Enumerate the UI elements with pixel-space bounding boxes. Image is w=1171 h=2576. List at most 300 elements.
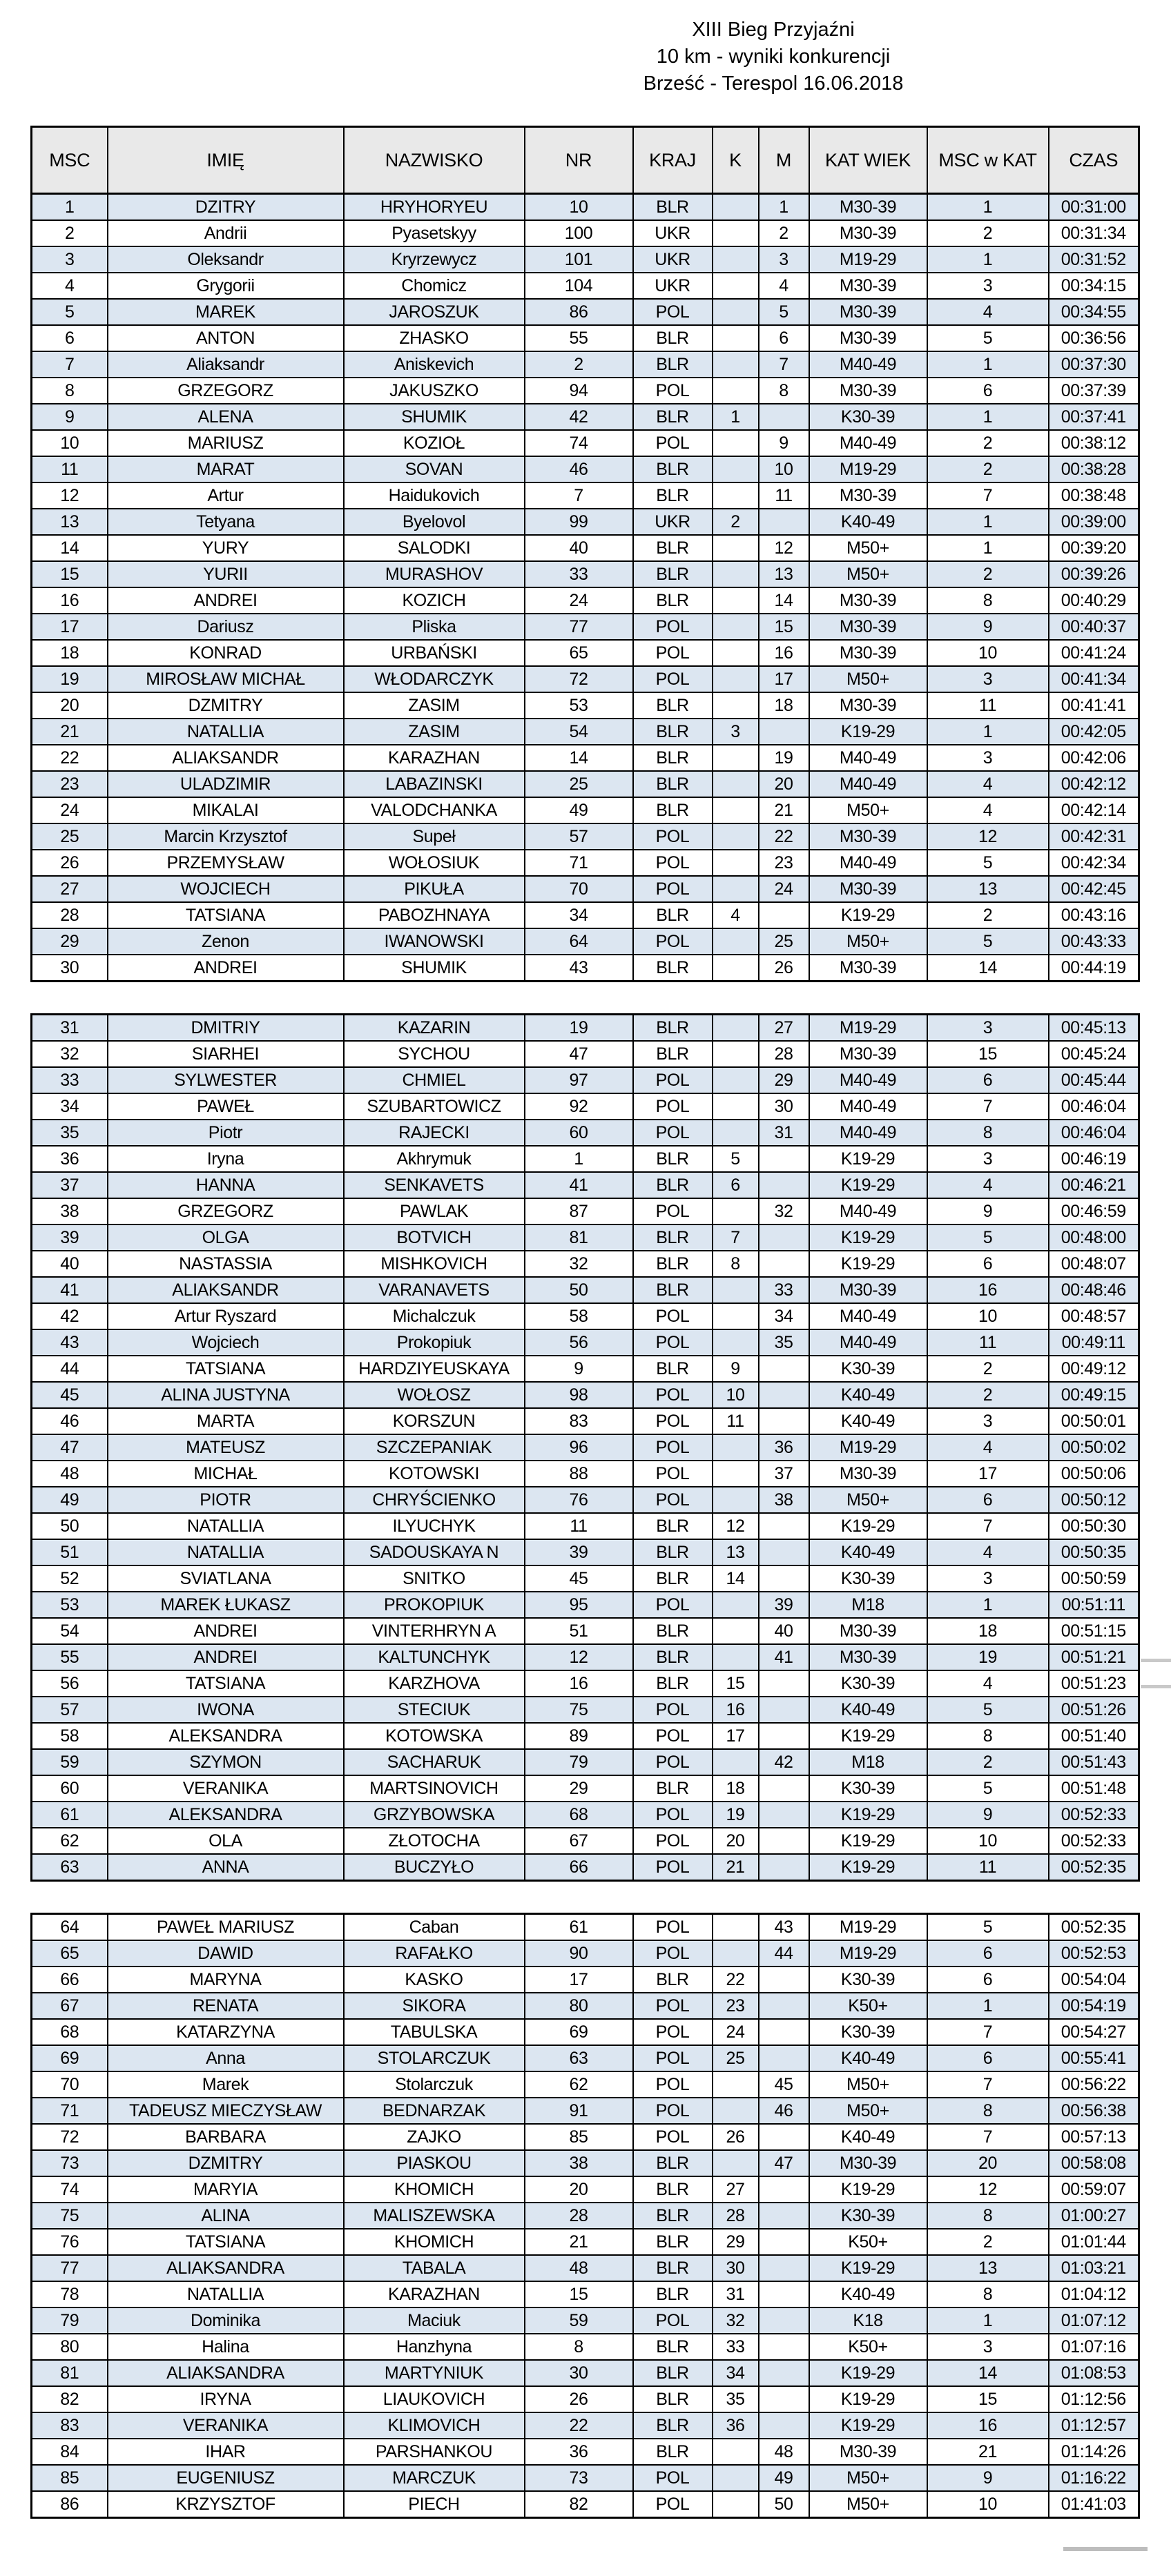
cell-msc: 18 (32, 640, 108, 666)
cell-k (713, 666, 759, 692)
cell-kat-wiek: M19-29 (809, 1940, 927, 1967)
cell-kat-wiek: K30-39 (809, 2203, 927, 2229)
cell-kraj: BLR (633, 194, 713, 221)
cell-czas: 00:34:15 (1049, 273, 1139, 299)
cell-czas: 01:01:44 (1049, 2229, 1139, 2255)
cell-imie: GRZEGORZ (108, 1198, 344, 1224)
cell-nazwisko: KOZIOŁ (344, 430, 525, 456)
table-row (32, 2203, 1139, 2229)
cell-nazwisko: Maciuk (344, 2307, 525, 2334)
cell-kraj: UKR (633, 246, 713, 273)
table-row (32, 850, 1139, 876)
cell-nazwisko: ZASIM (344, 692, 525, 719)
cell-msc: 68 (32, 2019, 108, 2045)
cell-czas: 00:52:35 (1049, 1854, 1139, 1881)
cell-nazwisko: KARAZHAN (344, 2281, 525, 2307)
cell-czas: 00:54:04 (1049, 1967, 1139, 1993)
table-row (32, 587, 1139, 614)
cell-msc-w-kat: 7 (927, 1513, 1049, 1539)
table-row (32, 2439, 1139, 2465)
cell-m (759, 404, 809, 430)
cell-imie: Halina (108, 2334, 344, 2360)
cell-nr: 43 (525, 955, 633, 982)
cell-msc: 40 (32, 1251, 108, 1277)
cell-imie: PAWEŁ (108, 1093, 344, 1120)
cell-m (759, 1775, 809, 1802)
cell-msc: 1 (32, 194, 108, 221)
cell-kraj: BLR (633, 456, 713, 482)
cell-nazwisko: KALTUNCHYK (344, 1644, 525, 1670)
cell-imie: OLGA (108, 1224, 344, 1251)
cell-kraj: BLR (633, 1539, 713, 1565)
cell-imie: IRYNA (108, 2386, 344, 2412)
cell-nr: 10 (525, 194, 633, 221)
cell-m (759, 2176, 809, 2203)
cell-czas: 00:38:12 (1049, 430, 1139, 456)
cell-kraj: BLR (633, 1967, 713, 1993)
cell-kraj: BLR (633, 2229, 713, 2255)
cell-imie: ALEKSANDRA (108, 1802, 344, 1828)
cell-nr: 65 (525, 640, 633, 666)
cell-czas: 00:43:33 (1049, 928, 1139, 955)
cell-k: 13 (713, 1539, 759, 1565)
cell-imie: Oleksandr (108, 246, 344, 273)
table-row (32, 1802, 1139, 1828)
cell-nazwisko: SOVAN (344, 456, 525, 482)
cell-m (759, 2255, 809, 2281)
cell-msc-w-kat: 1 (927, 509, 1049, 535)
cell-m: 37 (759, 1461, 809, 1487)
cell-msc-w-kat: 4 (927, 299, 1049, 325)
cell-msc-w-kat: 7 (927, 2124, 1049, 2150)
cell-imie: Aliaksandr (108, 351, 344, 378)
cell-czas: 00:48:46 (1049, 1277, 1139, 1303)
cell-kat-wiek: K19-29 (809, 1172, 927, 1198)
cell-imie: Artur Ryszard (108, 1303, 344, 1329)
cell-czas: 01:41:03 (1049, 2491, 1139, 2518)
cell-kat-wiek: M50+ (809, 535, 927, 561)
cell-msc: 72 (32, 2124, 108, 2150)
cell-czas: 01:08:53 (1049, 2360, 1139, 2386)
cell-m: 48 (759, 2439, 809, 2465)
cell-m (759, 2334, 809, 2360)
cell-k (713, 1198, 759, 1224)
cell-kat-wiek: M19-29 (809, 1434, 927, 1461)
cell-imie: DZMITRY (108, 692, 344, 719)
cell-msc: 33 (32, 1067, 108, 1093)
table-row (32, 2071, 1139, 2098)
cell-m (759, 2124, 809, 2150)
table-row (32, 1539, 1139, 1565)
cell-czas: 00:42:14 (1049, 797, 1139, 823)
cell-k: 29 (713, 2229, 759, 2255)
cell-nr: 70 (525, 876, 633, 902)
cell-imie: IWONA (108, 1697, 344, 1723)
cell-kraj: POL (633, 2019, 713, 2045)
cell-nr: 96 (525, 1434, 633, 1461)
cell-imie: WOJCIECH (108, 876, 344, 902)
table-row (32, 1015, 1139, 1042)
cell-k: 20 (713, 1828, 759, 1854)
cell-msc-w-kat: 16 (927, 2412, 1049, 2439)
cell-kraj: POL (633, 850, 713, 876)
cell-nazwisko: JAROSZUK (344, 299, 525, 325)
cell-nr: 53 (525, 692, 633, 719)
cell-imie: SZYMON (108, 1749, 344, 1775)
cell-m: 21 (759, 797, 809, 823)
header-kraj: KRAJ (633, 127, 713, 194)
cell-nazwisko: LIAUKOVICH (344, 2386, 525, 2412)
cell-nazwisko: PARSHANKOU (344, 2439, 525, 2465)
cell-czas: 00:54:27 (1049, 2019, 1139, 2045)
cell-czas: 00:40:29 (1049, 587, 1139, 614)
cell-k: 12 (713, 1513, 759, 1539)
cell-m (759, 902, 809, 928)
cell-k: 9 (713, 1356, 759, 1382)
cell-nr: 51 (525, 1618, 633, 1644)
cell-nazwisko: Hanzhyna (344, 2334, 525, 2360)
cell-czas: 00:46:04 (1049, 1093, 1139, 1120)
cell-k (713, 1120, 759, 1146)
cell-czas: 00:36:56 (1049, 325, 1139, 351)
table-row (32, 1565, 1139, 1592)
cell-nr: 45 (525, 1565, 633, 1592)
cell-m: 10 (759, 456, 809, 482)
cell-imie: TATSIANA (108, 902, 344, 928)
cell-nazwisko: WOŁOSIUK (344, 850, 525, 876)
cell-nazwisko: KAZARIN (344, 1015, 525, 1042)
table-row (32, 955, 1139, 982)
cell-czas: 00:55:41 (1049, 2045, 1139, 2071)
cell-imie: MAREK ŁUKASZ (108, 1592, 344, 1618)
cell-msc: 2 (32, 220, 108, 246)
cell-czas: 00:59:07 (1049, 2176, 1139, 2203)
header-row (32, 127, 1139, 194)
cell-kraj: BLR (633, 2412, 713, 2439)
cell-msc: 54 (32, 1618, 108, 1644)
cell-m (759, 719, 809, 745)
cell-k: 24 (713, 2019, 759, 2045)
cell-msc-w-kat: 1 (927, 1592, 1049, 1618)
cell-kraj: BLR (633, 1513, 713, 1539)
cell-msc: 22 (32, 745, 108, 771)
cell-kraj: POL (633, 2465, 713, 2491)
cell-kraj: UKR (633, 509, 713, 535)
cell-nr: 72 (525, 666, 633, 692)
cell-msc: 71 (32, 2098, 108, 2124)
cell-k (713, 876, 759, 902)
cell-msc-w-kat: 3 (927, 2334, 1049, 2360)
cell-imie: DZITRY (108, 194, 344, 221)
cell-msc: 64 (32, 1914, 108, 1941)
table-row (32, 273, 1139, 299)
cell-czas: 00:42:06 (1049, 745, 1139, 771)
cell-czas: 00:57:13 (1049, 2124, 1139, 2150)
cell-czas: 00:49:12 (1049, 1356, 1139, 1382)
cell-k (713, 955, 759, 982)
cell-imie: ANTON (108, 325, 344, 351)
cell-msc-w-kat: 14 (927, 2360, 1049, 2386)
cell-czas: 00:41:34 (1049, 666, 1139, 692)
cell-czas: 00:41:41 (1049, 692, 1139, 719)
cell-czas: 00:52:35 (1049, 1914, 1139, 1941)
cell-k: 16 (713, 1697, 759, 1723)
table-row (32, 1120, 1139, 1146)
cell-msc-w-kat: 6 (927, 1940, 1049, 1967)
cell-nr: 29 (525, 1775, 633, 1802)
cell-k: 19 (713, 1802, 759, 1828)
cell-msc-w-kat: 5 (927, 1697, 1049, 1723)
cell-imie: Anna (108, 2045, 344, 2071)
cell-nr: 87 (525, 1198, 633, 1224)
cell-k (713, 535, 759, 561)
cell-msc: 63 (32, 1854, 108, 1881)
cell-czas: 00:39:00 (1049, 509, 1139, 535)
table-row (32, 1461, 1139, 1487)
cell-kat-wiek: K19-29 (809, 1224, 927, 1251)
table-row (32, 902, 1139, 928)
table-row (32, 2019, 1139, 2045)
cell-nazwisko: MURASHOV (344, 561, 525, 587)
cell-msc: 41 (32, 1277, 108, 1303)
cell-czas: 00:31:00 (1049, 194, 1139, 221)
cell-kraj: POL (633, 2045, 713, 2071)
cell-m (759, 2281, 809, 2307)
cell-msc-w-kat: 3 (927, 1015, 1049, 1042)
cell-msc: 69 (32, 2045, 108, 2071)
cell-kraj: BLR (633, 955, 713, 982)
table-row (32, 1198, 1139, 1224)
cell-msc-w-kat: 9 (927, 1802, 1049, 1828)
cell-nazwisko: SZCZEPANIAK (344, 1434, 525, 1461)
cell-kat-wiek: M30-39 (809, 194, 927, 221)
cell-kat-wiek: M30-39 (809, 1461, 927, 1487)
cell-nazwisko: URBAŃSKI (344, 640, 525, 666)
cell-kat-wiek: K30-39 (809, 404, 927, 430)
cell-k (713, 928, 759, 955)
cell-m (759, 1697, 809, 1723)
cell-m: 38 (759, 1487, 809, 1513)
cell-k (713, 1329, 759, 1356)
cell-msc: 11 (32, 456, 108, 482)
cell-kraj: BLR (633, 2439, 713, 2465)
cell-kraj: BLR (633, 745, 713, 771)
cell-kat-wiek: M19-29 (809, 246, 927, 273)
cell-kraj: BLR (633, 561, 713, 587)
cell-nazwisko: SHUMIK (344, 955, 525, 982)
cell-kat-wiek: M40-49 (809, 850, 927, 876)
cell-k: 3 (713, 719, 759, 745)
cell-m (759, 1172, 809, 1198)
cell-msc-w-kat: 7 (927, 2019, 1049, 2045)
cell-m (759, 1723, 809, 1749)
cell-msc-w-kat: 2 (927, 561, 1049, 587)
cell-kat-wiek: M30-39 (809, 2150, 927, 2176)
cell-m (759, 1408, 809, 1434)
cell-kraj: POL (633, 1914, 713, 1941)
cell-nr: 38 (525, 2150, 633, 2176)
cell-msc-w-kat: 9 (927, 2465, 1049, 2491)
cell-nazwisko: MARTSINOVICH (344, 1775, 525, 1802)
cell-m (759, 2019, 809, 2045)
cell-msc: 43 (32, 1329, 108, 1356)
cell-imie: MATEUSZ (108, 1434, 344, 1461)
cell-nr: 83 (525, 1408, 633, 1434)
cell-k (713, 1914, 759, 1941)
cell-nazwisko: BEDNARZAK (344, 2098, 525, 2124)
table-row (32, 797, 1139, 823)
cell-kraj: POL (633, 876, 713, 902)
cell-nr: 12 (525, 1644, 633, 1670)
cell-kat-wiek: M19-29 (809, 1914, 927, 1941)
table-row (32, 2150, 1139, 2176)
cell-kat-wiek: M30-39 (809, 876, 927, 902)
cell-m (759, 1513, 809, 1539)
cell-msc: 52 (32, 1565, 108, 1592)
cell-kraj: POL (633, 430, 713, 456)
cell-msc: 20 (32, 692, 108, 719)
cell-m: 19 (759, 745, 809, 771)
cell-nazwisko: SIKORA (344, 1993, 525, 2019)
cell-kat-wiek: M19-29 (809, 1015, 927, 1042)
cell-msc-w-kat: 2 (927, 1749, 1049, 1775)
cell-k (713, 2439, 759, 2465)
cell-imie: GRZEGORZ (108, 378, 344, 404)
cell-nazwisko: SZUBARTOWICZ (344, 1093, 525, 1120)
cell-czas: 00:37:41 (1049, 404, 1139, 430)
cell-msc-w-kat: 8 (927, 2098, 1049, 2124)
cell-m: 49 (759, 2465, 809, 2491)
cell-nazwisko: SHUMIK (344, 404, 525, 430)
cell-nr: 56 (525, 1329, 633, 1356)
cell-nr: 75 (525, 1697, 633, 1723)
table-row (32, 482, 1139, 509)
cell-msc: 65 (32, 1940, 108, 1967)
cell-msc-w-kat: 20 (927, 2150, 1049, 2176)
cell-imie: ALINA JUSTYNA (108, 1382, 344, 1408)
cell-nr: 9 (525, 1356, 633, 1382)
cell-imie: Andrii (108, 220, 344, 246)
cell-nr: 60 (525, 1120, 633, 1146)
cell-czas: 00:31:52 (1049, 246, 1139, 273)
table-row (32, 2360, 1139, 2386)
cell-msc: 66 (32, 1967, 108, 1993)
cell-kat-wiek: K50+ (809, 2229, 927, 2255)
cell-kraj: BLR (633, 587, 713, 614)
cell-kat-wiek: M50+ (809, 928, 927, 955)
cell-m: 32 (759, 1198, 809, 1224)
cell-nr: 48 (525, 2255, 633, 2281)
cell-kraj: BLR (633, 1224, 713, 1251)
cell-nazwisko: Kryrzewycz (344, 246, 525, 273)
cell-czas: 00:51:26 (1049, 1697, 1139, 1723)
cell-imie: MIROSŁAW MICHAŁ (108, 666, 344, 692)
cell-nr: 62 (525, 2071, 633, 2098)
cell-kraj: BLR (633, 2386, 713, 2412)
cell-k: 35 (713, 2386, 759, 2412)
cell-kat-wiek: M40-49 (809, 1329, 927, 1356)
cell-k: 21 (713, 1854, 759, 1881)
cell-m (759, 1224, 809, 1251)
cell-msc-w-kat: 15 (927, 2386, 1049, 2412)
cell-czas: 00:39:26 (1049, 561, 1139, 587)
table-row (32, 2307, 1139, 2334)
cell-czas: 00:38:48 (1049, 482, 1139, 509)
cell-kat-wiek: K19-29 (809, 1723, 927, 1749)
table-row (32, 194, 1139, 221)
cell-kat-wiek: M30-39 (809, 2439, 927, 2465)
cell-kat-wiek: M30-39 (809, 692, 927, 719)
cell-nr: 73 (525, 2465, 633, 2491)
cell-czas: 00:46:19 (1049, 1146, 1139, 1172)
cell-msc: 74 (32, 2176, 108, 2203)
cell-kraj: BLR (633, 1146, 713, 1172)
cell-imie: Marcin Krzysztof (108, 823, 344, 850)
cell-kat-wiek: K30-39 (809, 1775, 927, 1802)
cell-kraj: BLR (633, 1356, 713, 1382)
cell-k: 30 (713, 2255, 759, 2281)
cell-kraj: POL (633, 2071, 713, 2098)
cell-k: 32 (713, 2307, 759, 2334)
cell-nazwisko: PIECH (344, 2491, 525, 2518)
cell-nazwisko: Pliska (344, 614, 525, 640)
cell-nazwisko: KLIMOVICH (344, 2412, 525, 2439)
cell-nr: 85 (525, 2124, 633, 2150)
cell-kat-wiek: M40-49 (809, 1093, 927, 1120)
cell-m: 50 (759, 2491, 809, 2518)
cell-kat-wiek: M50+ (809, 1487, 927, 1513)
cell-nazwisko: PABOZHNAYA (344, 902, 525, 928)
cell-msc: 61 (32, 1802, 108, 1828)
cell-imie: NASTASSIA (108, 1251, 344, 1277)
cell-kat-wiek: M40-49 (809, 1303, 927, 1329)
cell-kat-wiek: M30-39 (809, 587, 927, 614)
cell-imie: MARTA (108, 1408, 344, 1434)
cell-czas: 00:56:38 (1049, 2098, 1139, 2124)
cell-imie: HANNA (108, 1172, 344, 1198)
table-row (32, 1993, 1139, 2019)
cell-kraj: BLR (633, 404, 713, 430)
cell-nazwisko: KORSZUN (344, 1408, 525, 1434)
cell-czas: 00:46:21 (1049, 1172, 1139, 1198)
cell-kat-wiek: M30-39 (809, 823, 927, 850)
table-row (32, 1408, 1139, 1434)
cell-msc-w-kat: 21 (927, 2439, 1049, 2465)
cell-kraj: BLR (633, 1172, 713, 1198)
cell-kraj: BLR (633, 2176, 713, 2203)
cell-kat-wiek: M30-39 (809, 482, 927, 509)
cell-kraj: POL (633, 1120, 713, 1146)
cell-kat-wiek: M40-49 (809, 1067, 927, 1093)
cell-kat-wiek: M30-39 (809, 220, 927, 246)
cell-msc-w-kat: 1 (927, 404, 1049, 430)
cell-nazwisko: Supeł (344, 823, 525, 850)
cell-czas: 00:46:04 (1049, 1120, 1139, 1146)
table-row (32, 1041, 1139, 1067)
cell-kat-wiek: M50+ (809, 2465, 927, 2491)
cell-kat-wiek: K19-29 (809, 2386, 927, 2412)
cell-kat-wiek: K40-49 (809, 2281, 927, 2307)
cell-nazwisko: LABAZINSKI (344, 771, 525, 797)
cell-msc-w-kat: 15 (927, 1041, 1049, 1067)
cell-m: 16 (759, 640, 809, 666)
cell-nr: 69 (525, 2019, 633, 2045)
cell-nazwisko: RAFAŁKO (344, 1940, 525, 1967)
cell-nazwisko: JAKUSZKO (344, 378, 525, 404)
cell-kraj: POL (633, 1198, 713, 1224)
table-row (32, 771, 1139, 797)
table-row (32, 1093, 1139, 1120)
